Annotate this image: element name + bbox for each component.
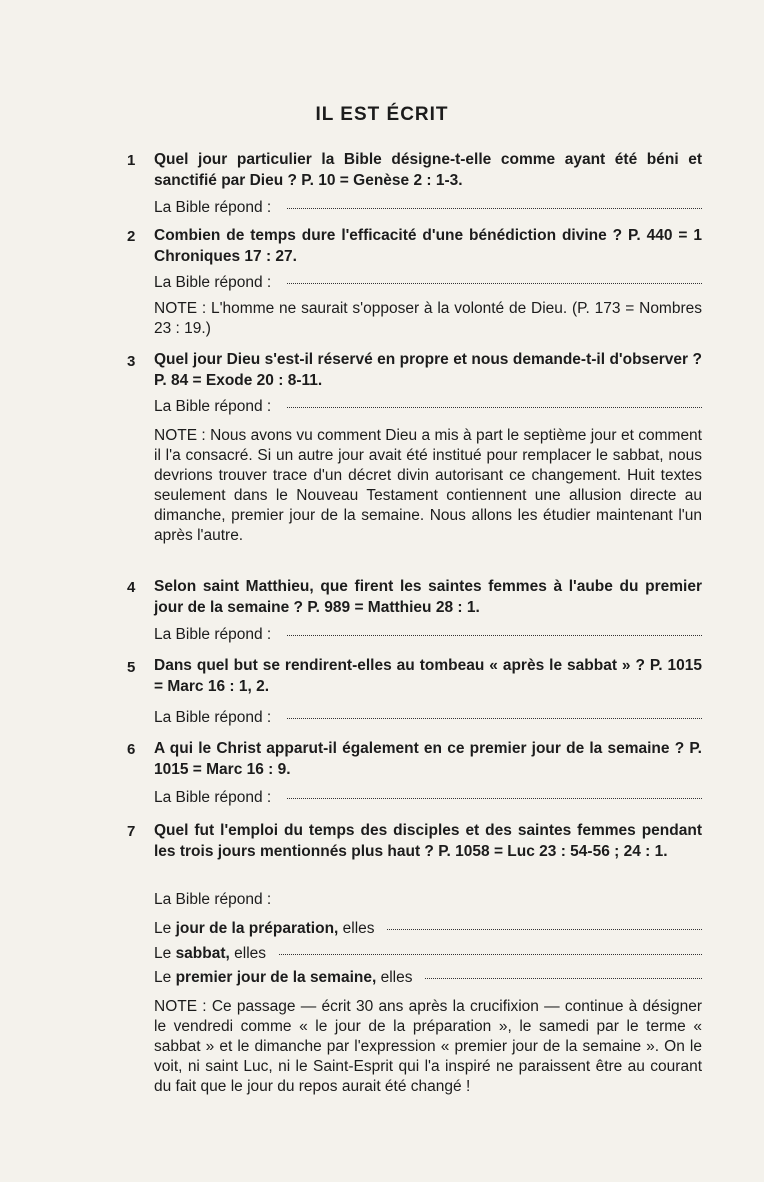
question-text: Quel jour Dieu s'est-il réservé en propre et nous demande-t-il d'observer ? P. 84 = Exode 20 : 8-11. [154, 351, 702, 389]
answer-line[interactable] [154, 398, 702, 416]
question-number: 3 [127, 353, 136, 370]
answer-line[interactable] [154, 626, 702, 644]
answer-line[interactable] [154, 789, 702, 807]
question-text: Quel fut l'emploi du temps des disciples et des saintes femmes pendant les trois jours mentionnés plus haut ? P. 1058 = Luc 23 : 54-56 ; 24 : 1. [154, 822, 702, 860]
answer-dotted-line [287, 207, 702, 209]
answer-label: La Bible répond : [154, 398, 272, 415]
line-prefix: Le [154, 969, 172, 986]
question-text: A qui le Christ apparut-il également en ce premier jour de la semaine ? P. 1015 = Marc 16 : 9. [154, 740, 702, 778]
answer-dotted-line [279, 953, 702, 955]
line-suffix: elles [342, 920, 375, 937]
answer-line-sabbat[interactable] [154, 945, 702, 963]
answer-line[interactable] [154, 709, 702, 727]
note-text: NOTE : Nous avons vu comment Dieu a mis à part le septième jour et comment il l'a consacré. Si un autre jour avait été institué pour remplacer le sabbat, nous devrions trouver trace d'un décret divin autorisant ce changement. Huit textes seulement dans le Nouveau Testament contiennent une allusion directe au dimanche, premier jour de la semaine. Nous allons les étudier maintenant l'un après l'autre. [154, 427, 702, 544]
line-suffix: elles [380, 969, 413, 986]
answer-label: La Bible répond : [154, 891, 272, 908]
answer-line[interactable] [154, 199, 702, 217]
answer-label: La Bible répond : [154, 626, 272, 643]
note-text: NOTE : L'homme ne saurait s'opposer à la volonté de Dieu. (P. 173 = Nombres 23 : 19.) [154, 300, 702, 337]
answer-dotted-line [287, 717, 702, 719]
answer-dotted-line [425, 977, 702, 979]
line-prefix: Le [154, 945, 172, 962]
answer-dotted-line [387, 928, 702, 930]
question-number: 2 [127, 228, 136, 245]
page-title: IL EST ÉCRIT [315, 104, 449, 125]
question-text: Combien de temps dure l'efficacité d'une bénédiction divine ? P. 440 = 1 Chroniques 17 : 27. [154, 227, 702, 265]
question-number: 4 [127, 579, 136, 596]
question-number: 5 [127, 659, 136, 676]
answer-dotted-line [287, 634, 702, 636]
line-prefix: Le [154, 920, 172, 937]
line-day: jour de la préparation, [175, 920, 339, 937]
question-text: Selon saint Matthieu, que firent les saintes femmes à l'aube du premier jour de la semaine ? P. 989 = Matthieu 28 : 1. [154, 578, 702, 616]
answer-label: La Bible répond : [154, 274, 272, 291]
question-number: 7 [127, 823, 136, 840]
answer-line[interactable] [154, 891, 702, 909]
answer-line[interactable] [154, 274, 702, 292]
question-number: 1 [127, 152, 136, 169]
line-suffix: elles [234, 945, 267, 962]
answer-line-preparation[interactable] [154, 920, 702, 938]
answer-label: La Bible répond : [154, 199, 272, 216]
question-text: Quel jour particulier la Bible désigne-t-elle comme ayant été béni et sanctifié par Dieu ? P. 10 = Genèse 2 : 1-3. [154, 151, 702, 189]
note-text: NOTE : Ce passage — écrit 30 ans après la crucifixion — continue à désigner le vendredi comme « le jour de la préparation », le samedi par le terme « sabbat » et le dimanche par l'expression « premier jour de la semaine ». On le voit, ni saint Luc, ni le Saint-Esprit qui l'a inspiré ne paraissent être au courant du fait que le jour du repos aurait été changé ! [154, 998, 702, 1095]
answer-label: La Bible répond : [154, 709, 272, 726]
answer-dotted-line [287, 406, 702, 408]
answer-line-premier-jour[interactable] [154, 969, 702, 987]
question-number: 6 [127, 741, 136, 758]
answer-dotted-line [287, 282, 702, 284]
question-text: Dans quel but se rendirent-elles au tombeau « après le sabbat » ? P. 1015 = Marc 16 : 1, 2. [154, 657, 702, 695]
answer-label: La Bible répond : [154, 789, 272, 806]
answer-dotted-line [287, 797, 702, 799]
line-day: sabbat, [175, 945, 230, 962]
line-day: premier jour de la semaine, [175, 969, 377, 986]
